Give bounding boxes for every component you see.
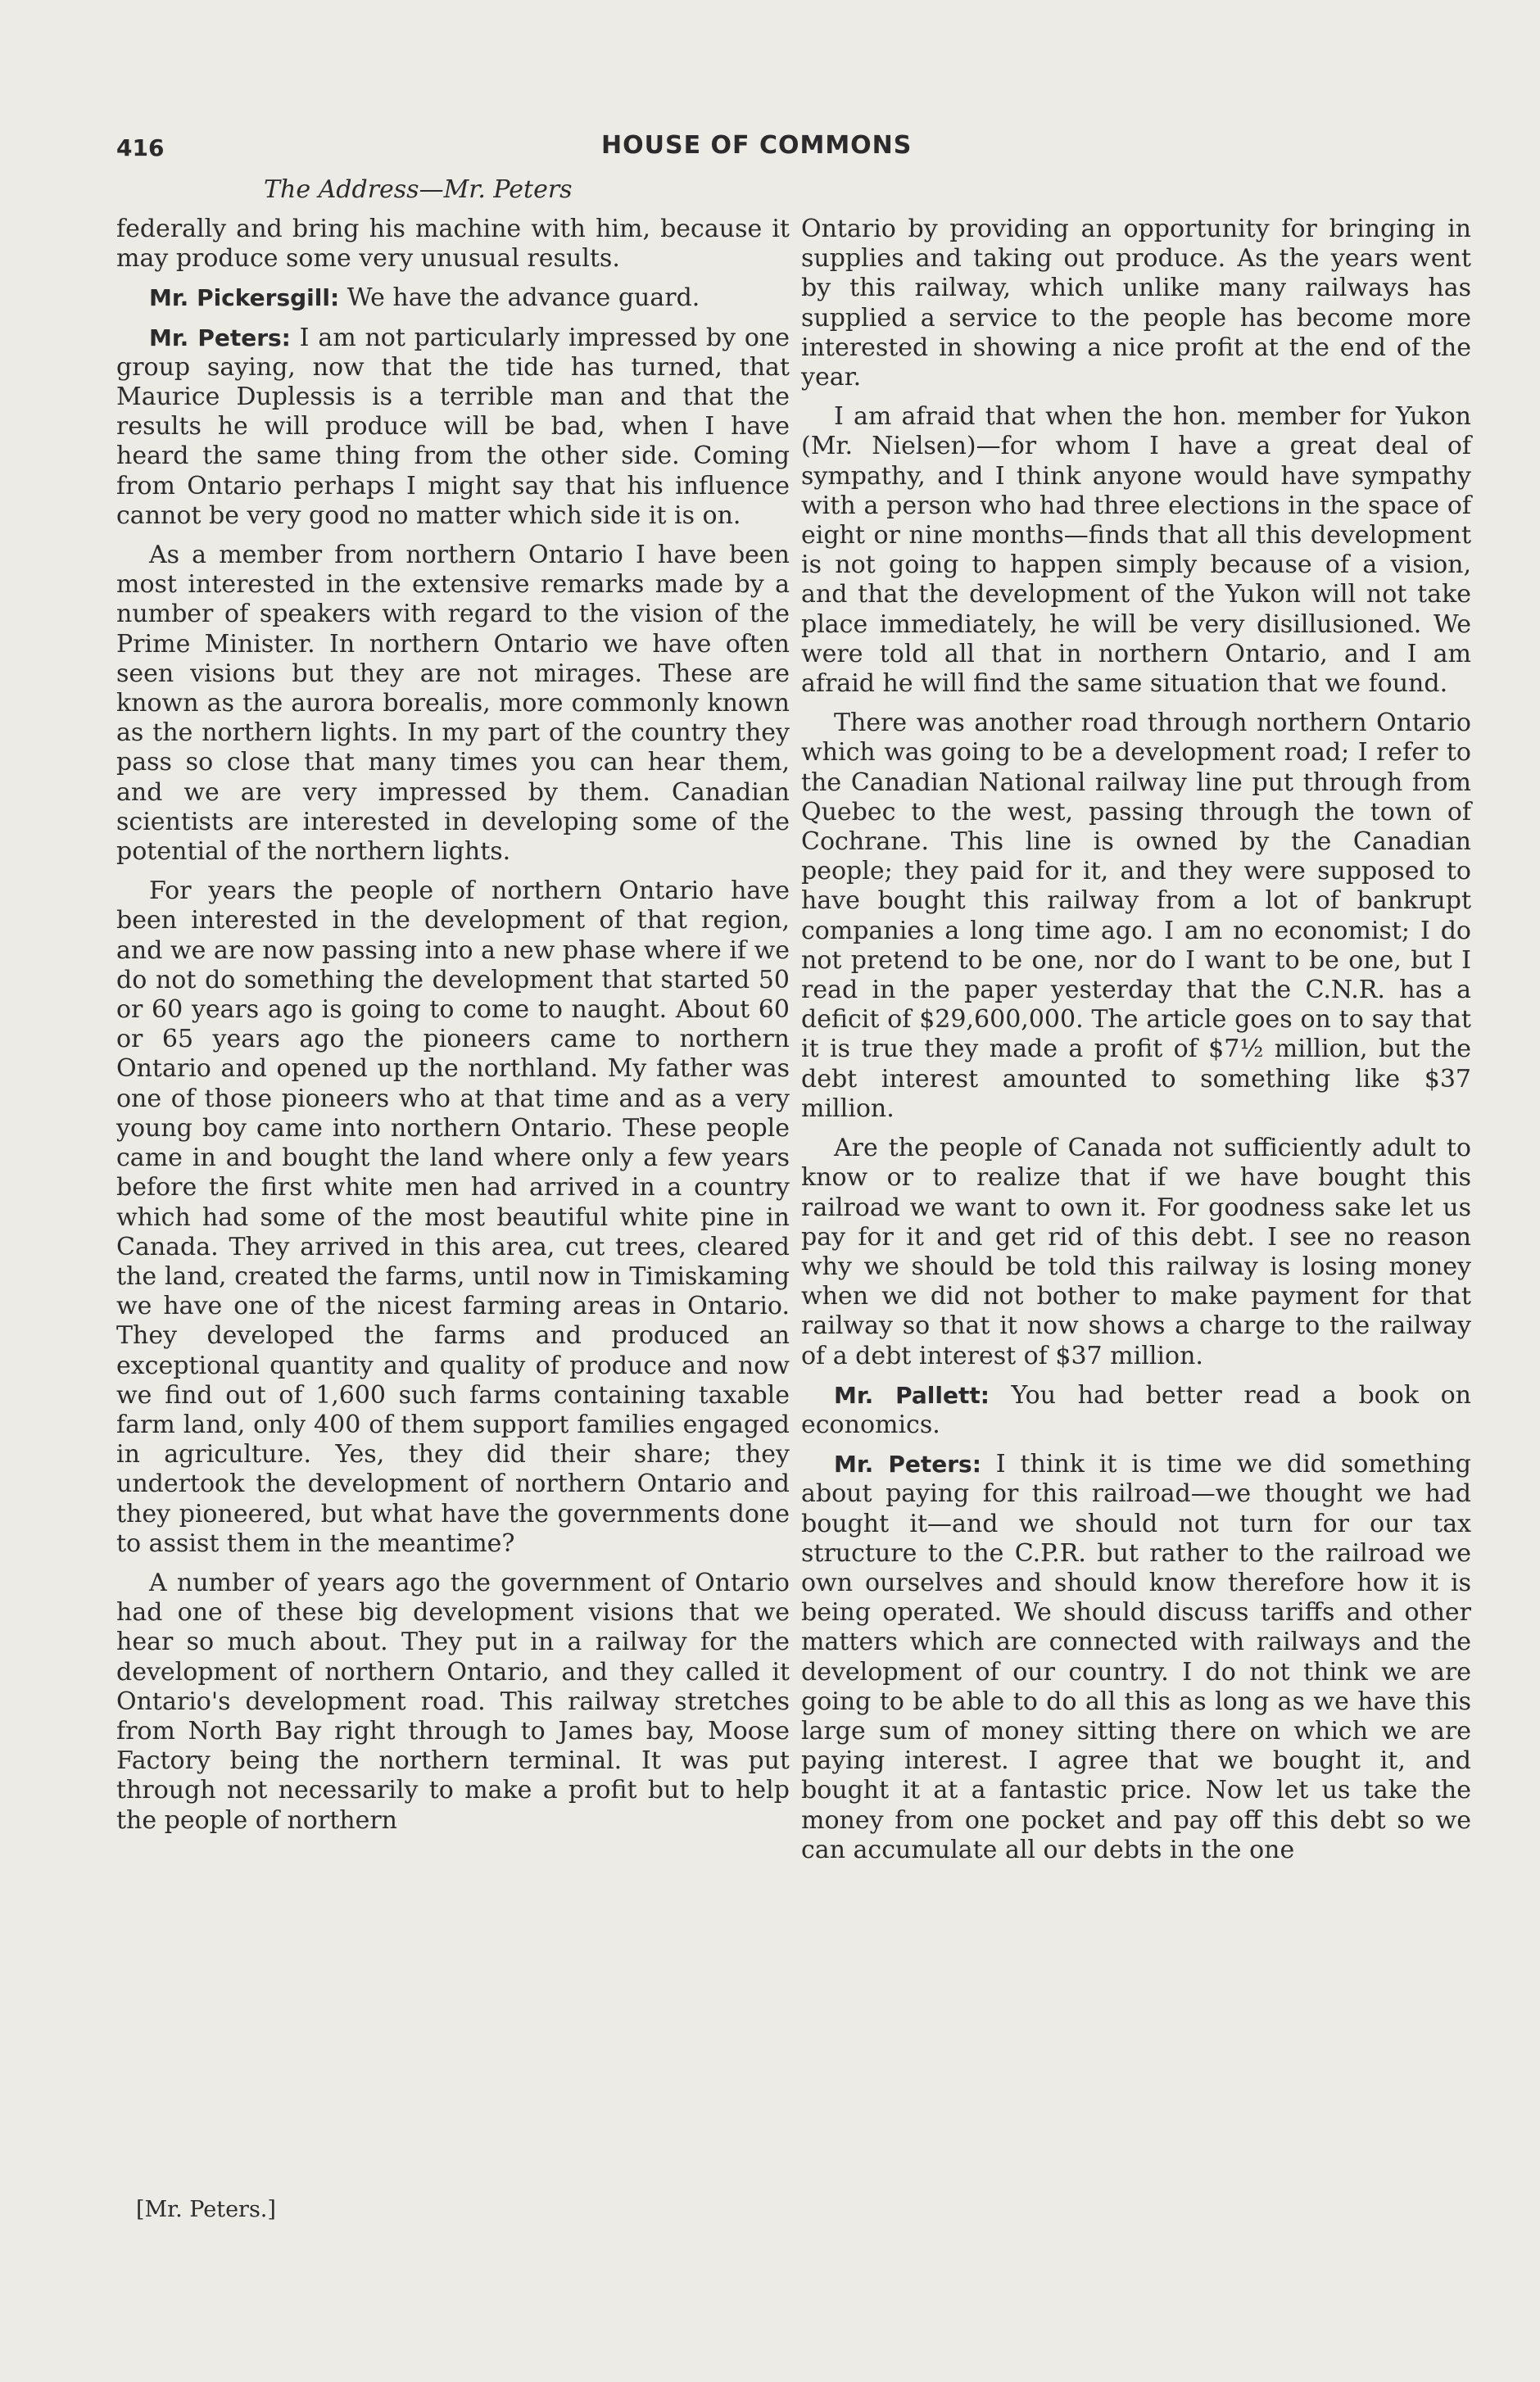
right-column — [801, 215, 1471, 1875]
running-head: HOUSE OF COMMONS — [601, 131, 913, 160]
speaker-footer-tag: [Mr. Peters.] — [136, 2197, 276, 2222]
speaker-name: Mr. Peters: — [834, 1451, 981, 1479]
paragraph — [801, 709, 1471, 1124]
paragraph — [116, 324, 790, 531]
paragraph-text: I am afraid that when the hon. member for Yukon (Mr. Nielsen)—for whom I have a great deal of sympathy, and I think anyone would have sympathy with a person who had three elections in the space of eight or nine months—finds that all this development is not going to happen simply because of a vision, and that the development of the Yukon will not take place immediately, he will be very disillusioned. We were told all that in northern Ontario, and I am afraid he will find the same situation that we found. — [801, 402, 1471, 699]
paragraph-text: There was another road through northern Ontario which was going to be a development road; I refer to the Canadian National railway line put through from Quebec to the west, passing through the town of Cochrane. This line is owned by the Canadian people; they paid for it, and they were supposed to have bought this railway from a lot of bankrupt companies a long time ago. I am no economist; I do not pretend to be one, nor do I want to be one, but I read in the paper yesterday that the C.N.R. has a deficit of $29,600,000. The article goes on to say that it is true they made a profit of $7½ million, but the debt interest amounted to something like $37 million. — [801, 709, 1471, 1123]
left-column — [116, 215, 790, 1845]
paragraph — [801, 1134, 1471, 1371]
speaker-name: Mr. Peters: — [149, 324, 291, 351]
paragraph — [116, 541, 790, 867]
paragraph-text: Are the people of Canada not sufficiently adult to know or to realize that if we have bought this railroad we want to own it. For goodness sake let us pay for it and get rid of this debt. I see no reason why we should be told this railway is losing money when we did not bother to make payment for that railway so that it now shows a charge to the railway of a debt interest of $37 million. — [801, 1134, 1471, 1370]
paragraph — [116, 876, 790, 1559]
paragraph-text: I think it is time we did something about paying for this railroad—we thought we had bought it—and we should not turn for our tax structure to the C.P.R. but rather to the railroad we own ourselves and should know therefore how it is being operated. We should discuss tariffs and other matters which are connected with railways and the development of our country. I do not think we are going to be able to do all this as long as we have this large sum of money sitting there on which we are paying interest. I agree that we bought it, and bought it at a fantastic price. Now let us take the money from one pocket and pay off this debt so we can accumulate all our debts in the one — [801, 1450, 1471, 1864]
paragraph-text: I am not particularly impressed by one group saying, now that the tide has turned, that Maurice Duplessis is a terrible man and that the results he will produce will be bad, when I have heard the same thing from the other side. Coming from Ontario perhaps I might say that his influence cannot be very good no matter which side it is on. — [116, 323, 790, 530]
paragraph — [801, 1450, 1471, 1865]
paragraph-text: As a member from northern Ontario I have been most interested in the extensive remarks made by a number of speakers with regard to the vision of the Prime Minister. In northern Ontario we have often seen visions but they are not mirages. These are known as the aurora borealis, more commonly known as the northern lights. In my part of the country they pass so close that many times you can hear them, and we are very impressed by them. Canadian scientists are interested in developing some of the potential of the northern lights. — [116, 541, 790, 867]
paragraph — [801, 402, 1471, 699]
page-number: 416 — [116, 134, 165, 161]
paragraph-text: Ontario by providing an opportunity for bringing in supplies and taking out produce. As the years went by this railway, which unlike many railways has supplied a service to the people has become more interested in showing a nice profit at the end of the year. — [801, 215, 1471, 392]
paragraph-text: You had better read a book on economics. — [801, 1380, 1471, 1439]
section-subhead: The Address—Mr. Peters — [264, 175, 573, 204]
paragraph-text: For years the people of northern Ontario have been interested in the development of that region, and we are now passing into a new phase where if we do not do something the development that started 50 or 60 years ago is going to come to naught. About 60 or 65 years ago the pioneers came to northern Ontario and opened up the northland. My father was one of those pioneers who at that time and as a very young boy came into northern Ontario. These people came in and bought the land where only a few years before the first white men had arrived in a country which had some of the most beautiful white pine in Canada. They arrived in this area, cut trees, cleared the land, created the farms, until now in Timiskaming we have one of the nicest farming areas in Ontario. They developed the farms and produced an exceptional quantity and quality of produce and now we find out of 1,600 such farms containing taxable farm land, only 400 of them support families engaged in agriculture. Yes, they did their share; they undertook the development of northern Ontario and they pioneered, but what have the governments done to assist them in the meantime? — [116, 876, 790, 1558]
paragraph — [801, 215, 1471, 392]
paragraph — [116, 283, 790, 313]
paragraph — [801, 1381, 1471, 1440]
paragraph-text: federally and bring his machine with him, because it may produce some very unusual results. — [116, 215, 790, 274]
paragraph — [116, 1569, 790, 1836]
paragraph-text: A number of years ago the government of Ontario had one of these big development visions that we hear so much about. They put in a railway for the development of northern Ontario, and they called it Ontario's development road. This railway stretches from North Bay right through to James bay, Moose Factory being the northern terminal. It was put through not necessarily to make a profit but to help the people of northern — [116, 1568, 790, 1835]
paragraph — [116, 215, 790, 274]
speaker-name: Mr. Pickersgill: — [149, 284, 340, 312]
speaker-name: Mr. Pallett: — [834, 1381, 990, 1409]
paragraph-text: We have the advance guard. — [339, 283, 700, 313]
